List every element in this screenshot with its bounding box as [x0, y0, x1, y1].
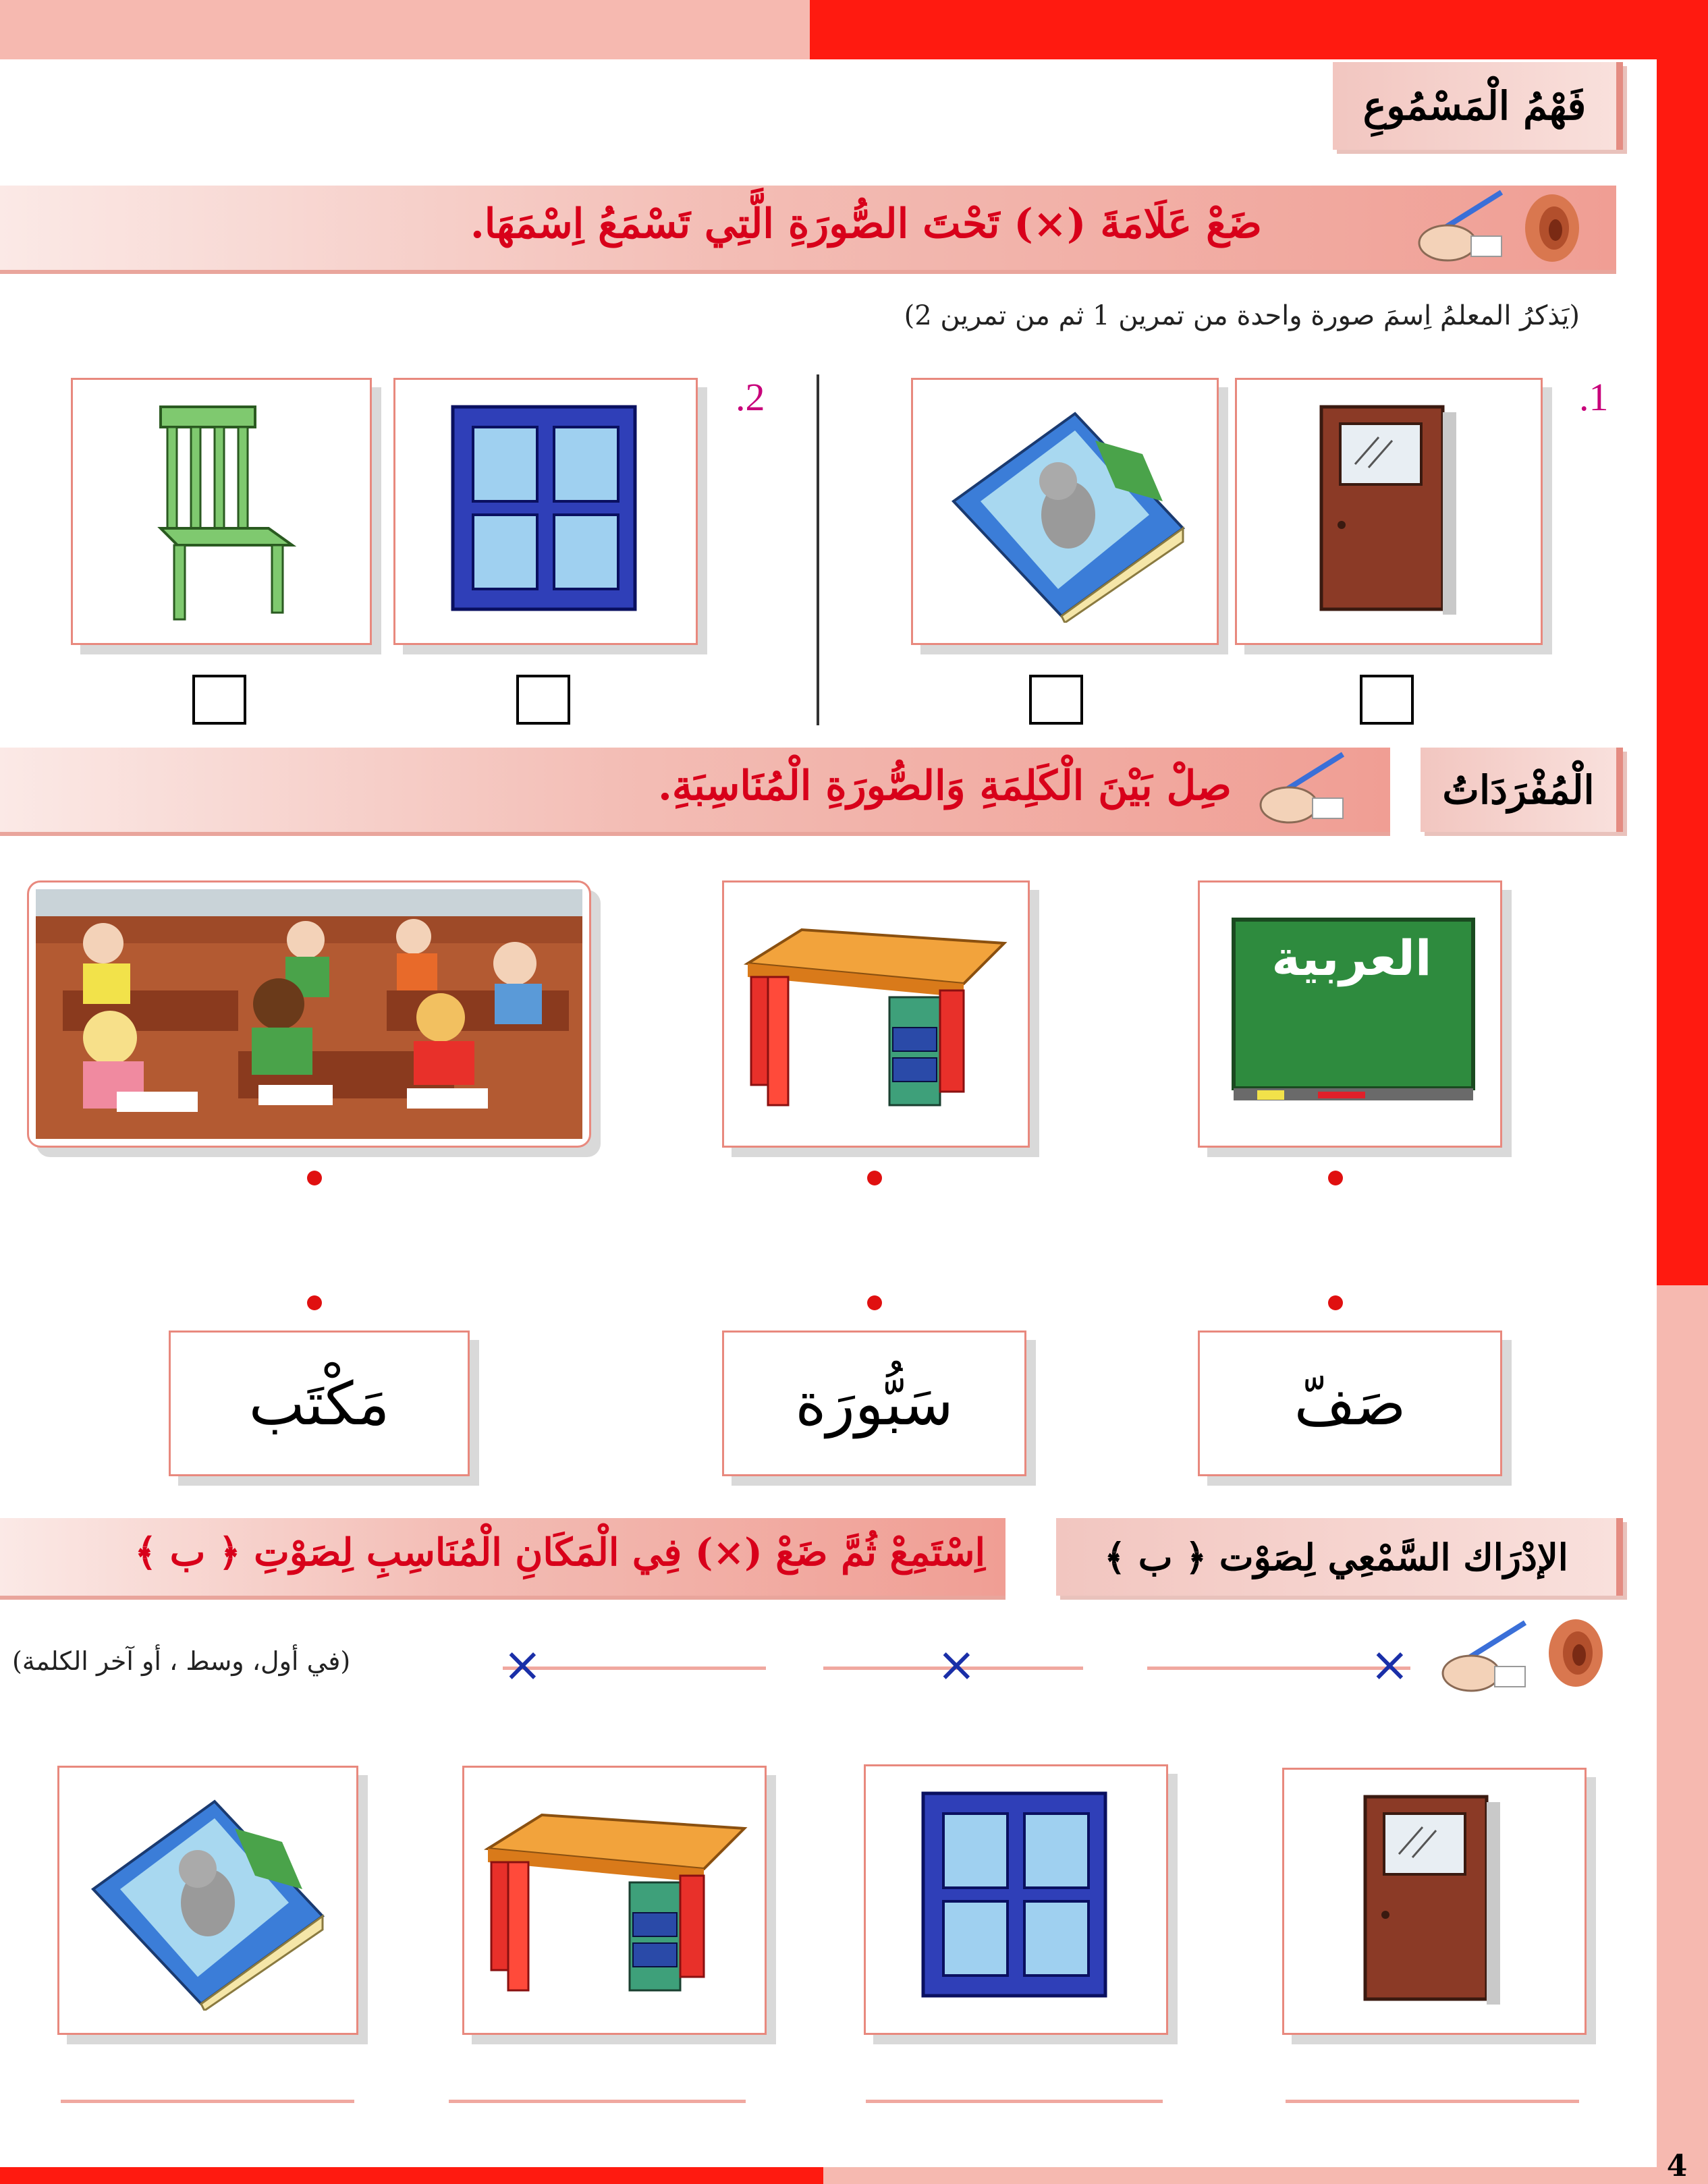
match-dot-bottom-1[interactable] [1328, 1295, 1343, 1310]
exercise-number-2: .2 [736, 375, 765, 419]
answer-box-window[interactable] [516, 675, 570, 725]
ear-icon [1515, 191, 1589, 265]
picture-card-book-2 [57, 1766, 358, 2035]
match-dot-top-3[interactable] [307, 1171, 322, 1185]
exercise-number-1: .1 [1579, 375, 1609, 419]
right-bar-red [1657, 0, 1708, 1285]
page-number: 4 [1666, 2149, 1688, 2183]
picture-card-window [393, 378, 698, 645]
match-dot-top-2[interactable] [867, 1171, 882, 1185]
bottom-bar-pink [823, 2167, 1657, 2184]
answer-box-door[interactable] [1360, 675, 1414, 725]
exercise-divider [817, 374, 819, 725]
picture-card-door-2 [1282, 1768, 1587, 2035]
bottom-bar-red [0, 2167, 823, 2184]
pencil-hand-icon [1407, 186, 1508, 267]
pencil-hand-icon [1248, 748, 1350, 829]
blackboard-text: العربية [1271, 930, 1432, 986]
picture-card-classroom [27, 880, 591, 1148]
instruction-band-listening [0, 186, 1616, 274]
classroom-icon [36, 889, 582, 1139]
writing-line-2[interactable] [866, 2100, 1163, 2103]
desk-icon [734, 923, 1018, 1125]
word-card-1: صَفّ [1198, 1331, 1502, 1476]
picture-card-window-2 [864, 1764, 1168, 2035]
teacher-note: (يَذكرُ المعلمُ اِسمَ صورة واحدة من تمرين 1 ثم من تمرين 2) [904, 300, 1580, 331]
match-dot-bottom-2[interactable] [867, 1295, 882, 1310]
writing-line-4[interactable] [61, 2100, 354, 2103]
picture-card-book [911, 378, 1219, 645]
instruction-auditory: اِسْتَمِعْ ثُمَّ ضَعْ (×) فِي الْمَكَانِ الْمُنَاسِبِ لِصَوْتِ ﴿ ب ﴾ [134, 1530, 985, 1575]
instruction-band-auditory [0, 1518, 1005, 1600]
section-title-auditory: الإدْرَاك السَّمْعِي لِصَوْت ﴿ ب ﴾ [1056, 1518, 1623, 1596]
picture-card-door [1235, 378, 1543, 645]
instruction-listening: ضَعْ عَلَامَةَ (×) تَحْتَ الصُّورَةِ الَّتِي تَسْمَعُ اِسْمَهَا. [470, 200, 1262, 248]
x-mark-2: × [937, 1637, 976, 1692]
x-mark-1: × [1370, 1637, 1410, 1692]
pencil-hand-icon [1431, 1616, 1532, 1697]
right-bar-pink [1657, 1285, 1708, 2184]
ear-icon [1539, 1616, 1613, 1690]
answer-box-book[interactable] [1029, 675, 1083, 725]
section-title-listening: فَهْمُ الْمَسْمُوعِ [1333, 62, 1623, 150]
picture-card-chair [71, 378, 372, 645]
writing-line-1[interactable] [1286, 2100, 1579, 2103]
match-dot-bottom-3[interactable] [307, 1295, 322, 1310]
picture-card-blackboard [1198, 880, 1502, 1148]
instruction-band-vocabulary [0, 748, 1390, 836]
book-icon [80, 1788, 336, 2011]
window-icon [916, 1787, 1119, 2009]
x-mark-3: × [503, 1637, 543, 1692]
instruction-vocabulary: صِلْ بَيْنَ الْكَلِمَةِ وَالصُّورَةِ الْمُنَاسِبَةِ. [657, 762, 1232, 810]
word-card-3: مَكْتَب [169, 1331, 470, 1476]
picture-card-desk [722, 880, 1030, 1148]
chair-icon [147, 400, 302, 623]
door-icon [1358, 1790, 1507, 2013]
position-note: (في أول، وسط ، أو آخر الكلمة) [12, 1646, 351, 1676]
top-bar-red [810, 0, 1708, 59]
top-bar-pink [0, 0, 810, 59]
section-title-vocabulary: الْمُفْرَدَاتُ [1421, 748, 1623, 832]
door-icon [1315, 400, 1463, 623]
answer-box-chair[interactable] [192, 675, 246, 725]
writing-line-3[interactable] [449, 2100, 746, 2103]
match-dot-top-1[interactable] [1328, 1171, 1343, 1185]
window-icon [446, 400, 649, 623]
word-card-2: سَبُّورَة [722, 1331, 1026, 1476]
picture-card-desk-2 [462, 1766, 767, 2035]
desk-icon [474, 1808, 758, 2011]
book-icon [940, 400, 1196, 623]
